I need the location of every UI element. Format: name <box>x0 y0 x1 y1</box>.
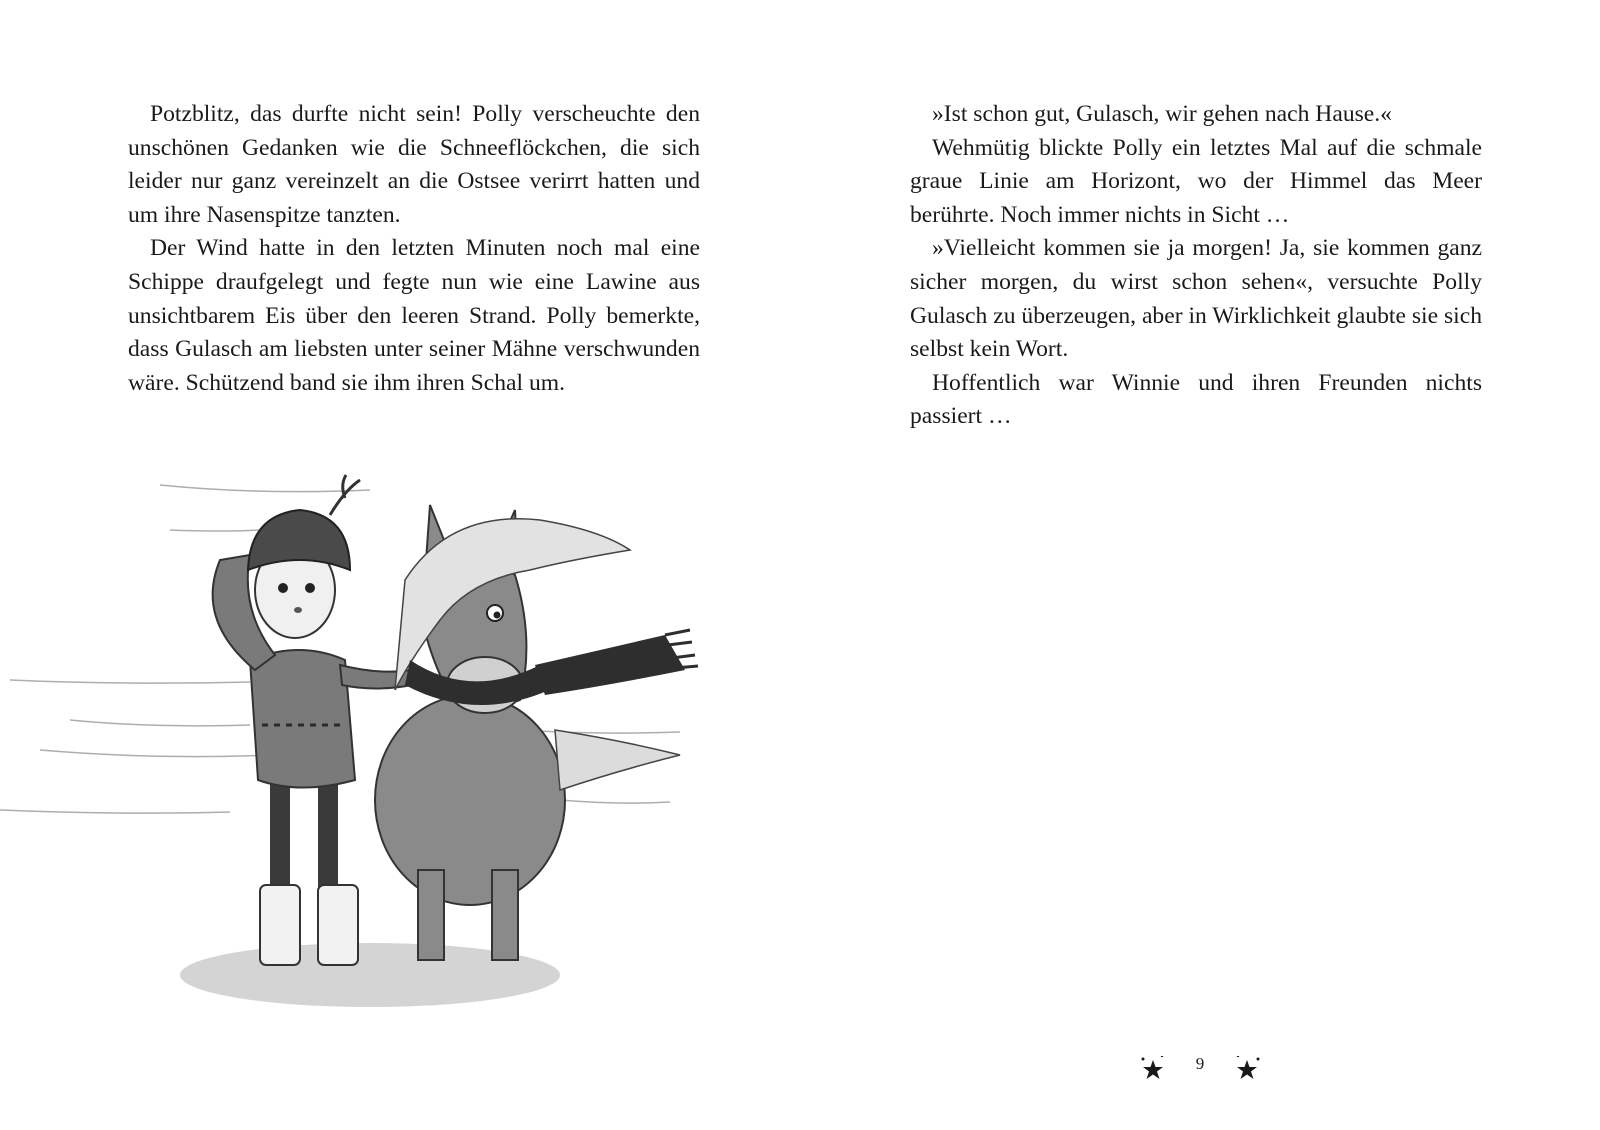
paragraph: Der Wind hatte in den letzten Minuten noch mal eine Schippe draufgelegt und fegte nun wie eine Lawine aus unsichtbarem Eis über den leeren Strand. Polly bemerkte, dass Gulasch am liebsten unter seiner Mähne verschwunden wäre. Schützend band sie ihm ihren Schal um. <box>128 235 700 396</box>
star-left-icon <box>1140 1056 1166 1082</box>
paragraph: Wehmütig blickte Polly ein letztes Mal auf die schmale graue Linie am Horizont, wo der Himmel das Meer berührte. Noch immer nichts in Sicht … <box>910 134 1482 228</box>
page-number-folio <box>1140 1050 1260 1090</box>
page-number: 9 <box>1195 1054 1205 1073</box>
right-text-block <box>910 98 1482 434</box>
girl-and-pony-illustration <box>0 470 720 1070</box>
left-text-block <box>128 98 700 400</box>
star-right-icon <box>1234 1056 1260 1082</box>
paragraph: »Ist schon gut, Gulasch, wir gehen nach Hause.« <box>932 101 1392 127</box>
paragraph: »Vielleicht kommen sie ja morgen! Ja, sie kommen ganz sicher morgen, du wirst schon sehen«, versuchte Polly Gulasch zu überzeugen, aber in Wirklichkeit glaubte sie sich selbst kein Wort. <box>910 235 1482 363</box>
right-page <box>800 0 1600 1130</box>
paragraph: Hoffentlich war Winnie und ihren Freunden nichts passiert … <box>910 369 1482 430</box>
paragraph: Potzblitz, das durfte nicht sein! Polly verscheuchte den unschönen Gedanken wie die Schneeflöckchen, die sich leider nur ganz vereinzelt an die Ostsee verirrt hatten und um ihre Nasenspitze tanzten. <box>128 101 700 228</box>
